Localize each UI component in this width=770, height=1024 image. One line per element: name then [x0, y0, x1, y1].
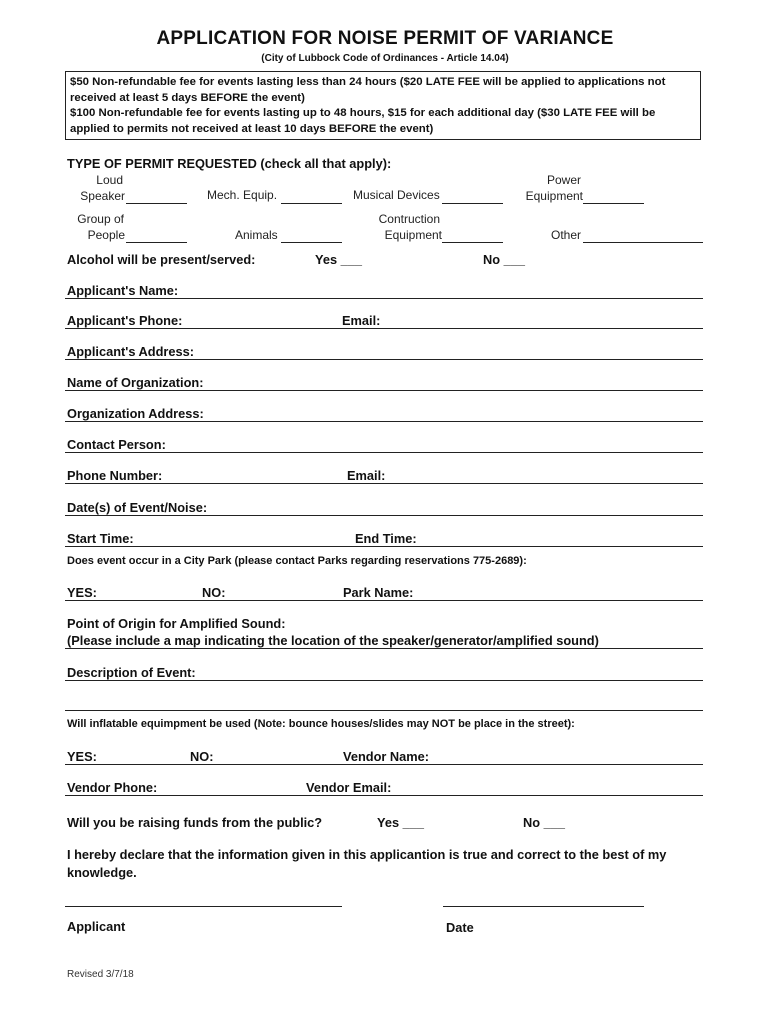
- contact-person-line[interactable]: [65, 452, 703, 453]
- power-equipment-blank[interactable]: [583, 203, 644, 204]
- group-of-people-blank[interactable]: [126, 242, 187, 243]
- applicant-signature-label: Applicant: [67, 919, 126, 934]
- time-line[interactable]: [65, 546, 703, 547]
- other-label: Other: [551, 228, 582, 242]
- group-of-people-label: [60, 211, 125, 243]
- construction-equipment-label: [350, 211, 442, 243]
- animals-label: Animals: [235, 228, 278, 242]
- revised-date: Revised 3/7/18: [67, 969, 134, 980]
- fee-line: applied to permits not received at least 10 days BEFORE the event): [70, 122, 434, 135]
- loud-speaker-label: [60, 172, 125, 204]
- inflatable-line[interactable]: [65, 764, 703, 765]
- declaration-line-2: knowledge.: [67, 865, 137, 880]
- construction-equipment-blank[interactable]: [442, 242, 503, 243]
- power-equipment-label: [500, 172, 583, 204]
- alcohol-label: Alcohol will be present/served:: [67, 252, 256, 267]
- phone-email-line[interactable]: [65, 483, 703, 484]
- park-line[interactable]: [65, 600, 703, 601]
- event-dates-label: Date(s) of Event/Noise:: [67, 500, 208, 515]
- org-name-label: Name of Organization:: [67, 375, 204, 390]
- group-of-people-label-line1: Group of: [77, 212, 124, 226]
- form-subtitle: (City of Lubbock Code of Ordinances - Article 14.04): [261, 53, 509, 64]
- power-equipment-label-line1: Power: [546, 173, 581, 187]
- vendor-phone-label: Vendor Phone:: [67, 780, 158, 795]
- loud-speaker-label-line2: Speaker: [80, 189, 125, 203]
- fee-line: $50 Non-refundable fee for events lasting less than 24 hours ($20 LATE FEE will be applied to applications not: [70, 76, 666, 88]
- park-name-label: Park Name:: [343, 585, 414, 600]
- org-address-line[interactable]: [65, 421, 703, 422]
- origin-label: Point of Origin for Amplified Sound:: [67, 616, 286, 631]
- mech-equip-blank[interactable]: [281, 203, 342, 204]
- vendor-name-label: Vendor Name:: [343, 749, 430, 764]
- musical-devices-label: Musical Devices: [353, 188, 440, 202]
- form-title: APPLICATION FOR NOISE PERMIT OF VARIANCE: [156, 28, 614, 49]
- description-line-2[interactable]: [65, 710, 703, 711]
- end-time-label: End Time:: [355, 531, 417, 546]
- park-no-label: NO:: [202, 585, 226, 600]
- permit-type-heading: TYPE OF PERMIT REQUESTED (check all that apply):: [67, 156, 392, 171]
- funds-question: Will you be raising funds from the public?: [67, 815, 323, 830]
- applicant-phone-email-line[interactable]: [65, 328, 703, 329]
- applicant-name-line[interactable]: [65, 298, 703, 299]
- start-time-label: Start Time:: [67, 531, 134, 546]
- applicant-address-label: Applicant's Address:: [67, 344, 195, 359]
- contact-person-label: Contact Person:: [67, 437, 166, 452]
- group-of-people-label-line2: People: [87, 228, 125, 242]
- construction-equipment-label-line2: Equipment: [384, 228, 442, 242]
- inflatable-yes-label: YES:: [67, 749, 97, 764]
- inflatable-question: Will inflatable equimpment be used (Note: bounce houses/slides may NOT be place in the street):: [67, 718, 575, 730]
- phone-number-label: Phone Number:: [67, 468, 163, 483]
- park-question: Does event occur in a City Park (please contact Parks regarding reservations 775-2689):: [67, 555, 527, 567]
- description-line-1[interactable]: [65, 680, 703, 681]
- applicant-name-label: Applicant's Name:: [67, 283, 179, 298]
- animals-blank[interactable]: [281, 242, 342, 243]
- declaration-line-1: I hereby declare that the information given in this applicantion is true and correct to the best of my: [67, 847, 667, 862]
- mech-equip-label: Mech. Equip.: [207, 188, 278, 202]
- alcohol-no[interactable]: No ___: [483, 252, 525, 267]
- musical-devices-blank[interactable]: [442, 203, 503, 204]
- loud-speaker-blank[interactable]: [126, 203, 187, 204]
- origin-note: (Please include a map indicating the location of the speaker/generator/amplified sound): [67, 633, 599, 648]
- funds-yes[interactable]: Yes ___: [377, 815, 424, 830]
- alcohol-yes[interactable]: Yes ___: [315, 252, 362, 267]
- event-dates-line[interactable]: [65, 515, 703, 516]
- org-name-line[interactable]: [65, 390, 703, 391]
- inflatable-no-label: NO:: [190, 749, 214, 764]
- applicant-email-label: Email:: [342, 313, 381, 328]
- fee-notice-box: [65, 71, 701, 140]
- vendor-line[interactable]: [65, 795, 703, 796]
- funds-no[interactable]: No ___: [523, 815, 565, 830]
- loud-speaker-label-line1: Loud: [96, 173, 123, 187]
- description-label: Description of Event:: [67, 665, 196, 680]
- date-signature-line[interactable]: [443, 906, 644, 907]
- construction-equipment-label-line1: Contruction: [378, 212, 440, 226]
- fee-line: received at least 5 days BEFORE the event): [70, 91, 305, 104]
- park-yes-label: YES:: [67, 585, 97, 600]
- fee-line: $100 Non-refundable fee for events lasting up to 48 hours, $15 for each additional day ($30 LATE FEE will be: [70, 107, 656, 119]
- origin-line[interactable]: [65, 648, 703, 649]
- power-equipment-label-line2: Equipment: [525, 189, 583, 203]
- date-signature-label: Date: [446, 920, 474, 935]
- org-address-label: Organization Address:: [67, 406, 204, 421]
- applicant-address-line[interactable]: [65, 359, 703, 360]
- other-blank[interactable]: [583, 242, 703, 243]
- contact-email-label: Email:: [347, 468, 386, 483]
- vendor-email-label: Vendor Email:: [306, 780, 392, 795]
- applicant-phone-label: Applicant's Phone:: [67, 313, 183, 328]
- applicant-signature-line[interactable]: [65, 906, 342, 907]
